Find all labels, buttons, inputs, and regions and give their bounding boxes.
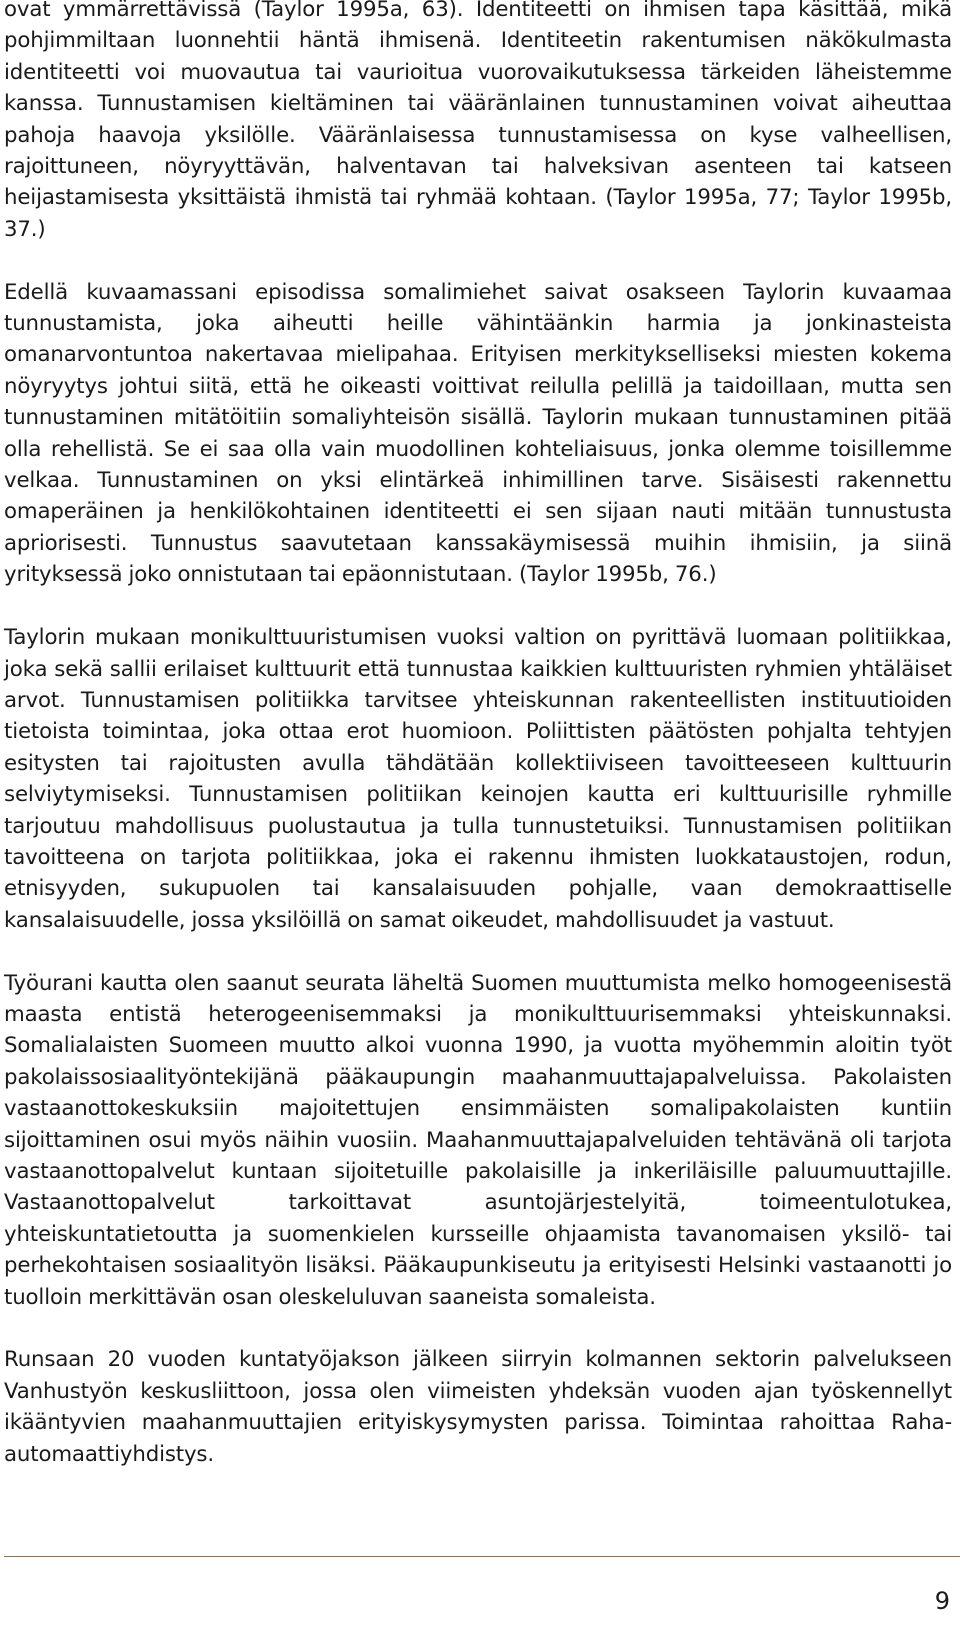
paragraph-identity-recognition: ovat ymmärrettävissä (Taylor 1995a, 63). Identiteetti on ihmisen tapa käsittää, mikä pohjimmiltaan luonnehtii häntä ihmisenä. Identiteetin rakentumisen näkökulmasta identiteetti voi muovautua tai vaurioitua vuorovaikutuksessa tärkeiden läheistemme kanssa. Tunnustamisen kieltäminen tai vääränlainen tunnustaminen voivat aiheuttaa pahoja haavoja yksilölle. Vääränlaisessa tunnustamisessa on kyse valheellisen, rajoittuneen, nöyryyttävän, halventavan tai halveksivan asenteen tai katseen heijastamisesta yksittäistä ihmistä tai ryhmää kohtaan. (Taylor 1995a, 77; Taylor 1995b, 37.) <box>4 0 952 242</box>
paragraph-current-work: Runsaan 20 vuoden kuntatyöjakson jälkeen siirryin kolmannen sektorin palvelukseen Vanhustyön keskusliittoon, jossa olen viimeisten yhdeksän vuoden ajan työskennellyt ikääntyvien maahanmuuttajien erityiskysymysten parissa. Toimintaa rahoittaa Raha-automaattiyhdistys. <box>4 1347 952 1467</box>
paragraph-politics-of-recognition: Taylorin mukaan monikulttuuristumisen vuoksi valtion on pyrittävä luomaan politiikkaa, joka sekä sallii erilaiset kulttuurit että tunnustaa kaikkien kulttuuristen ryhmien yhtäläiset arvot. Tunnustamisen politiikka tarvitsee yhteiskunnan rakenteellisten instituutioiden tietoista toimintaa, joka ottaa erot huomioon. Poliittisten päätösten pohjalta tehtyjen esitysten tai rajoitusten avulla tähdätään kollektiiviseen tavoitteeseen kulttuurin selviytymiseksi. Tunnustamisen politiikan keinojen kautta eri kulttuurisille ryhmille tarjoutuu mahdollisuus puolustautua ja tulla tunnustetuiksi. Tunnustamisen politiikan tavoitteena on tarjota politiikkaa, joka ei rakennu ihmisten luokkataustojen, rodun, etnisyyden, sukupuolen tai kansalaisuuden pohjalle, vaan demokraattiselle kansalaisuudelle, jossa yksilöillä on samat oikeudet, mahdollisuudet ja vastuut. <box>4 625 952 933</box>
paragraph-somali-men-episode: Edellä kuvaamassani episodissa somalimiehet saivat osakseen Taylorin kuvaamaa tunnustamista, joka aiheutti heille vähintäänkin harmia ja jonkinasteista omanarvontuntoa nakertavaa mielipahaa. Erityisen merkitykselliseksi miesten kokema nöyryytys johtui siitä, että he oikeasti voittivat reilulla pelillä ja taidoillaan, mutta sen tunnustaminen mitätöitiin somaliyhteisön sisällä. Taylorin mukaan tunnustaminen pitää olla rehellistä. Se ei saa olla vain muodollinen kohteliaisuus, jonka olemme toisillemme velkaa. Tunnustaminen on yksi elintärkeä inhimillinen tarve. Sisäisesti rakennettu omaperäinen ja henkilökohtainen identiteetti ei sen sijaan nauti mitään tunnustusta apriorisesti. Tunnustus saavutetaan kanssakäymisessä muihin ihmisiin, ja siinä yrityksessä joko onnistutaan tai epäonnistutaan. (Taylor 1995b, 76.) <box>4 279 952 588</box>
footer-divider <box>4 1556 960 1557</box>
page-number: 9 <box>934 1587 950 1615</box>
paragraph-work-history: Työurani kautta olen saanut seurata läheltä Suomen muuttumista melko homogeenisestä maasta entistä heterogeenisemmaksi ja monikulttuurisemmaksi yhteiskunnaksi. Somalialaisten Suomeen muutto alkoi vuonna 1990, ja vuotta myöhemmin aloitin työt pakolaissosiaalityöntekijänä pääkaupungin maahanmuuttajapalveluissa. Pakolaisten vastaanottokeskuksiin majoitettujen ensimmäisten somalipakolaisten kuntiin sijoittaminen osui myös näihin vuosiin. Maahanmuuttajapalveluiden tehtävänä oli tarjota vastaanottopalvelut kuntaan sijoitetuille pakolaisille ja inkeriläisille paluumuuttajille. Vastaanottopalvelut tarkoittavat asuntojärjestelyitä, toimeentulotukea, yhteiskuntatietoutta ja suomenkielen kursseille ohjaamista tavanomaisen yksilö- tai perhekohtaisen sosiaalityön lisäksi. Pääkaupunkiseutu ja erityisesti Helsinki vastaanotti jo tuolloin merkittävän osan oleskeluluvan saaneista somaleista. <box>4 970 952 1310</box>
body-text <box>4 0 952 1470</box>
